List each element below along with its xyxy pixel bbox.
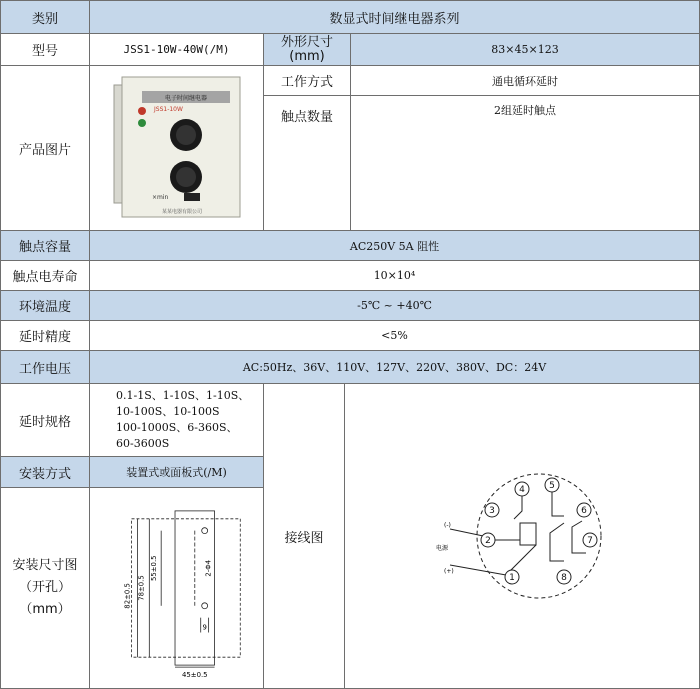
minus-label: (-) <box>444 522 451 529</box>
install-drawing-cell <box>89 487 264 689</box>
dimensions-value: 83×45×123 <box>350 33 700 66</box>
ambient-temp-label: 环境温度 <box>0 290 90 321</box>
ambient-temp-value: -5℃ ~ +40℃ <box>89 290 700 321</box>
plus-label: (+) <box>444 568 454 575</box>
pin-5: 5 <box>549 481 555 491</box>
contacts-value: 2组延时触点 <box>350 95 700 231</box>
delay-spec-value: 0.1-1S、1-10S、1-10S、 10-100S、10-100S 100-1000S、6-360S、 60-3600S <box>89 383 264 457</box>
contact-capacity-value: AC250V 5A 阻性 <box>89 230 700 261</box>
dim-hole-label: 2-Φ4 <box>204 559 213 577</box>
model-label: 型号 <box>0 33 90 66</box>
wiring-diagram <box>422 461 622 611</box>
product-image-cell <box>89 65 264 231</box>
pin-4: 4 <box>519 485 525 495</box>
svg-text:JSS1-10W: JSS1-10W <box>153 106 183 113</box>
pin-2: 2 <box>485 536 491 546</box>
install-value: 装置式或面板式(/M) <box>89 456 264 488</box>
delay-accuracy-value: <5% <box>89 320 700 351</box>
wiring-label: 接线图 <box>263 383 345 689</box>
svg-text:某某电器有限公司: 某某电器有限公司 <box>161 209 202 215</box>
contact-capacity-label: 触点容量 <box>0 230 90 261</box>
svg-text:电子时间继电器: 电子时间继电器 <box>164 95 207 102</box>
install-label: 安装方式 <box>0 456 90 488</box>
pin-7: 7 <box>587 536 593 546</box>
power-label: 电源 <box>436 545 449 552</box>
dim-9-label: 9 <box>202 623 207 632</box>
dim-78-label: 78±0.5 <box>137 575 146 601</box>
voltage-value: AC:50Hz、36V、110V、127V、220V、380V、DC：24V <box>89 350 700 384</box>
dim-82-label: 82±0.5 <box>123 583 132 609</box>
electrical-life-value: 10×10⁴ <box>89 260 700 291</box>
svg-text:×min: ×min <box>151 194 168 201</box>
product-image-label: 产品图片 <box>0 65 90 231</box>
contacts-label: 触点数量 <box>263 95 351 231</box>
dim-55-label: 55±0.5 <box>150 555 159 582</box>
dimensions-label: 外形尺寸 (mm) <box>263 33 351 66</box>
voltage-label: 工作电压 <box>0 350 90 384</box>
electrical-life-label: 触点电寿命 <box>0 260 90 291</box>
pin-1: 1 <box>509 573 515 583</box>
delay-accuracy-label: 延时精度 <box>0 320 90 351</box>
wiring-cell <box>344 383 700 689</box>
product-image <box>112 73 242 223</box>
category-label: 类别 <box>0 0 90 34</box>
model-value: JSS1-10W-40W(/M) <box>89 33 264 66</box>
work-mode-label: 工作方式 <box>263 65 351 96</box>
install-drawing-label: 安装尺寸图 （开孔） （mm） <box>0 487 90 689</box>
pin-3: 3 <box>489 506 495 516</box>
work-mode-value: 通电循环延时 <box>350 65 700 96</box>
pin-8: 8 <box>561 573 567 583</box>
install-drawing <box>90 488 263 688</box>
delay-spec-label: 延时规格 <box>0 383 90 457</box>
pin-6: 6 <box>581 506 587 516</box>
dim-45-label: 45±0.5 <box>182 670 208 679</box>
category-value: 数显式时间继电器系列 <box>89 0 700 34</box>
